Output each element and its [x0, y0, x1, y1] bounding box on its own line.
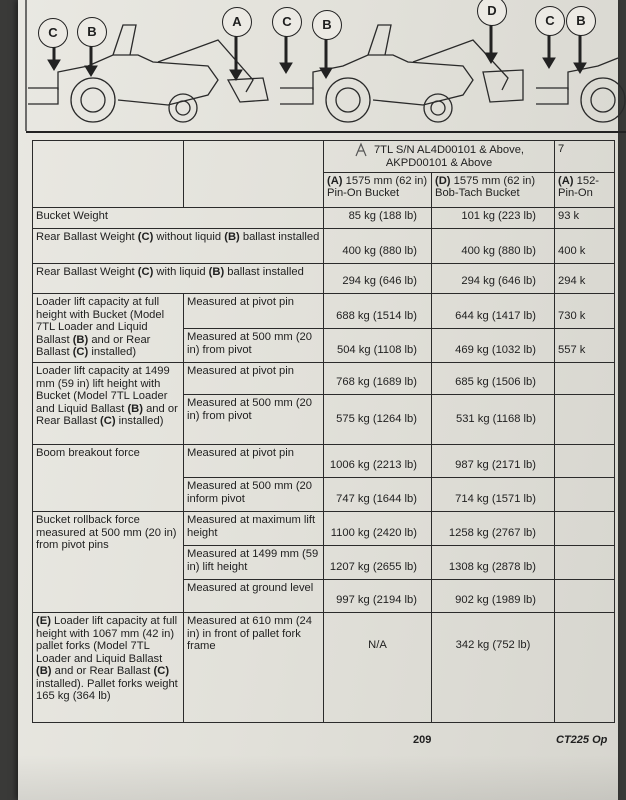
full-height-a1: 688 kg (1514 lb) — [324, 294, 432, 329]
label-c: (C) — [153, 665, 170, 677]
pallet-a1: N/A — [324, 613, 432, 723]
lift-1499-d2: 531 kg (1168 lb) — [432, 395, 555, 445]
corner-cell-2 — [184, 141, 324, 208]
callout-b-3: B — [566, 6, 596, 36]
table-row — [33, 363, 615, 395]
full-height-x1: 730 k — [555, 294, 615, 329]
full-height-sub2: Measured at 500 mm (20 in) from pivot — [184, 329, 324, 363]
callout-a: A — [222, 7, 252, 37]
label-text: installed) — [88, 346, 137, 358]
label-text: without liquid — [153, 231, 225, 243]
page-number: 209 — [413, 734, 432, 746]
label-text: Loader lift capacity at full height with 1067 mm (42 in) pallet forks (Model 7TL Loader and Liquid Ballast — [36, 615, 178, 665]
col-a-header — [324, 172, 432, 207]
label-c: (C) — [137, 231, 154, 243]
lift-1499-d1: 685 kg (1506 lb) — [432, 363, 555, 395]
lift-1499-sub1: Measured at pivot pin — [184, 363, 324, 395]
table-row — [33, 512, 615, 546]
table-row — [33, 445, 615, 478]
manual-page — [18, 0, 618, 800]
col-a-text: 1575 mm (62 in) Pin-On Bucket — [327, 174, 428, 199]
full-height-label — [33, 294, 184, 363]
rollback-a2: 1207 kg (2655 lb) — [324, 546, 432, 580]
full-height-d2: 469 kg (1032 lb) — [432, 329, 555, 363]
col-d-letter: (D) — [435, 174, 451, 187]
rollback-d2: 1308 kg (2878 lb) — [432, 546, 555, 580]
boom-d1: 987 kg (2171 lb) — [432, 445, 555, 478]
col-a-letter: (A) — [327, 174, 343, 187]
label-b: (B) — [36, 665, 52, 677]
callout-d: D — [477, 0, 507, 26]
loader-spec-table — [32, 140, 615, 723]
label-e: (E) — [36, 615, 51, 627]
bucket-weight-x: 93 k — [555, 207, 615, 229]
callout-c-3: C — [535, 6, 565, 36]
label-text: Rear Ballast Weight — [36, 231, 138, 243]
label-c: (C) — [137, 266, 154, 278]
empty-cell — [555, 613, 615, 723]
label-text: and or Rear Ballast — [36, 333, 151, 358]
label-text: ballast installed — [224, 266, 304, 278]
ballast-with-a: 294 kg (646 lb) — [324, 264, 432, 294]
rollback-d1: 1258 kg (2767 lb) — [432, 512, 555, 546]
label-c: (C) — [100, 415, 116, 427]
boom-a2: 747 kg (1644 lb) — [324, 478, 432, 512]
boom-sub1: Measured at pivot pin — [184, 445, 324, 478]
callout-b-1: B — [77, 17, 107, 47]
empty-cell — [555, 512, 615, 546]
label-b: (B) — [224, 231, 240, 243]
model-header-cut — [555, 141, 615, 173]
table-row — [33, 294, 615, 329]
model-header — [324, 141, 555, 173]
ballast-without-d: 400 kg (880 lb) — [432, 229, 555, 264]
callout-c-2: C — [272, 7, 302, 37]
pallet-label — [33, 613, 184, 723]
lift-1499-a1: 768 kg (1689 lb) — [324, 363, 432, 395]
ballast-without-x: 400 k — [555, 229, 615, 264]
bucket-weight-a: 85 kg (188 lb) — [324, 207, 432, 229]
rollback-a1: 1100 kg (2420 lb) — [324, 512, 432, 546]
empty-cell — [555, 363, 615, 395]
empty-cell — [555, 445, 615, 478]
table-row — [33, 229, 615, 264]
empty-cell — [555, 478, 615, 512]
model-header-cut-text: 7 — [558, 143, 565, 155]
label-text: ballast installed — [239, 231, 320, 243]
rollback-d3: 902 kg (1989 lb) — [432, 580, 555, 613]
tractor-loader-illustration — [18, 0, 618, 140]
col-a2-letter: (A) — [558, 174, 574, 187]
lift-1499-sub2: Measured at 500 mm (20 in) from pivot — [184, 395, 324, 445]
rollback-sub2: Measured at 1499 mm (59 in) lift height — [184, 546, 324, 580]
rollback-sub1: Measured at maximum lift height — [184, 512, 324, 546]
table-row — [33, 264, 615, 294]
rollback-a3: 997 kg (2194 lb) — [324, 580, 432, 613]
label-text: Loader lift capacity at full height with Bucket (Model 7TL Loader and Liquid Ballast — [36, 296, 165, 346]
label-text: Loader lift capacity at 1499 mm (59 in) lift height with Bucket (Model 7TL Loader and Liquid Ballast — [36, 365, 170, 415]
rollback-label: Bucket rollback force measured at 500 mm (20 in) from pivot pins — [33, 512, 184, 613]
label-b: (B) — [72, 333, 89, 346]
lift-1499-label — [33, 363, 184, 445]
empty-cell — [555, 395, 615, 445]
col-a2-header — [555, 172, 615, 207]
label-text: with liquid — [153, 266, 209, 278]
boom-a1: 1006 kg (2213 lb) — [324, 445, 432, 478]
ballast-with-d: 294 kg (646 lb) — [432, 264, 555, 294]
corner-cell — [33, 141, 184, 208]
full-height-sub1: Measured at pivot pin — [184, 294, 324, 329]
bucket-weight-d: 101 kg (223 lb) — [432, 207, 555, 229]
ballast-with-x: 294 k — [555, 264, 615, 294]
label-text: installed). Pallet forks weight 165 kg (364 lb) — [36, 677, 178, 702]
label-text: Rear Ballast Weight — [36, 266, 138, 278]
empty-cell — [555, 546, 615, 580]
callout-b-2: B — [312, 10, 342, 40]
model-mark-icon — [354, 143, 368, 157]
boom-label: Boom breakout force — [33, 445, 184, 512]
col-a2-text: 152- Pin-On — [558, 174, 600, 199]
illustration-divider — [26, 131, 626, 133]
table-header-row — [33, 141, 615, 173]
boom-d2: 714 kg (1571 lb) — [432, 478, 555, 512]
full-height-d1: 644 kg (1417 lb) — [432, 294, 555, 329]
pallet-d1: 342 kg (752 lb) — [432, 613, 555, 723]
ballast-without-a: 400 kg (880 lb) — [324, 229, 432, 264]
boom-sub2: Measured at 500 mm (20 inform pivot — [184, 478, 324, 512]
label-text: installed) — [115, 415, 164, 427]
ballast-with-label — [33, 264, 324, 294]
table-row — [33, 207, 615, 229]
model-header-line2: AKPD00101 & Above — [385, 157, 493, 169]
table-row — [33, 613, 615, 723]
full-height-a2: 504 kg (1108 lb) — [324, 329, 432, 363]
manual-title: CT225 Op — [556, 734, 608, 746]
label-text: and or Rear Ballast — [51, 665, 154, 677]
rollback-sub3: Measured at ground level — [184, 580, 324, 613]
page-shadow — [18, 755, 618, 800]
label-text: and or Rear Ballast — [36, 402, 178, 427]
col-d-header — [432, 172, 555, 207]
empty-cell — [555, 580, 615, 613]
pallet-sub1: Measured at 610 mm (24 in) in front of pallet fork frame — [184, 613, 324, 723]
model-header-line1: 7TL S/N AL4D00101 & Above, — [373, 143, 525, 156]
full-height-x2: 557 k — [555, 329, 615, 363]
lift-1499-a2: 575 kg (1264 lb) — [324, 395, 432, 445]
ballast-without-label — [33, 229, 324, 264]
label-b: (B) — [127, 402, 143, 415]
bucket-weight-label: Bucket Weight — [33, 207, 324, 229]
label-c: (C) — [72, 346, 89, 358]
callout-c-1: C — [38, 18, 68, 48]
label-b: (B) — [208, 266, 225, 278]
col-d-text: 1575 mm (62 in) Bob-Tach Bucket — [435, 174, 536, 199]
